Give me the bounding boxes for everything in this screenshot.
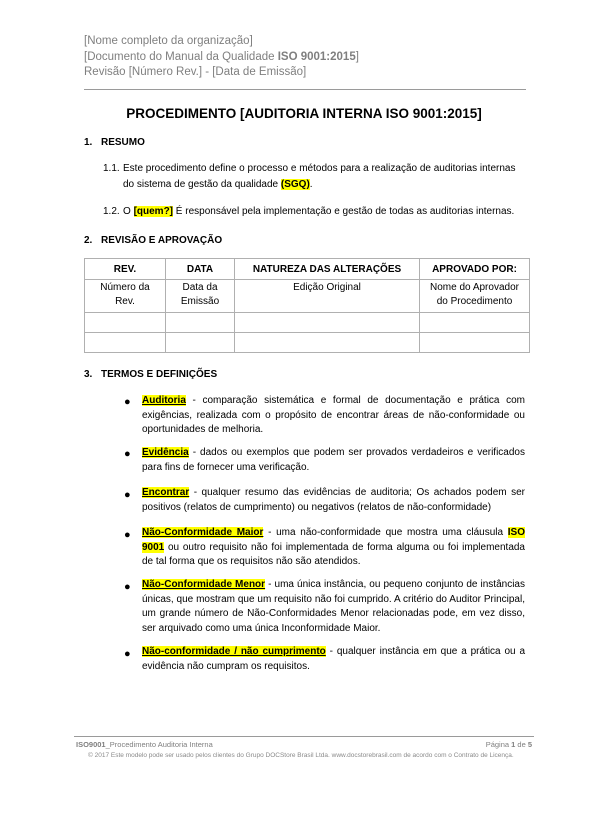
- footer-page-number: [486, 740, 532, 749]
- resumo-p2-number: 1.2.: [103, 206, 120, 217]
- quem-placeholder-highlight: [quem?]: [133, 206, 174, 217]
- section-heading-termos: [84, 369, 217, 380]
- cell-rev-line-a: Número da: [100, 282, 150, 293]
- manual-document-line: [84, 50, 359, 66]
- col-rev: REV.: [85, 259, 166, 280]
- cell-data-line-b: Emissão: [180, 296, 220, 307]
- empty-cell: [85, 313, 166, 333]
- iso-standard-label: ISO 9001:2015: [277, 50, 356, 63]
- header-divider: [84, 89, 526, 90]
- section-number: 2.: [84, 235, 93, 246]
- footer-copyright: © 2017 Este modelo pode ser usado pelos clientes do Grupo DOCStore Brasil Ltda. www.docstorebrasil.com de acordo com o Contrato de Licença.: [88, 752, 514, 759]
- definition-encontrar: [142, 486, 525, 515]
- footer-doc-rest: _Procedimento Auditoria Interna: [105, 740, 213, 749]
- definition-term: Não-conformidade / não cumprimento: [142, 646, 326, 657]
- footer-doc-bold: ISO9001: [76, 740, 106, 749]
- col-natureza: NATUREZA DAS ALTERAÇÕES: [235, 259, 420, 280]
- cell-aprovado-line-b: do Procedimento: [436, 296, 513, 307]
- definition-nao-cumprimento: [142, 645, 525, 674]
- cell-aprovado: [420, 280, 530, 313]
- definition-text: - uma única instância, ou pequeno conjunto de instâncias únicas, que mostram que um requisito não foi cumprido. A critério do Auditor Principal, um grande número de Não-Conformidades Menor relacionadas pode, em vez disso, ser arquivado como uma única Inconformidade Maior.: [142, 579, 525, 634]
- resumo-p1-line-a: Este procedimento define o processo e métodos para a realização de auditorias internas: [123, 163, 516, 174]
- definition-term: Não-Conformidade Menor: [142, 579, 266, 590]
- sgq-highlight: (SGQ): [280, 179, 310, 190]
- resumo-p1-period: .: [309, 179, 313, 190]
- definition-text: - qualquer instância em que a prática ou a evidência não cumpram os requisitos.: [142, 646, 526, 672]
- definition-term: Evidência: [142, 447, 189, 458]
- definition-text: - dados ou exemplos que podem ser provados verdadeiros e verificados para fins de fornecer uma verificação.: [142, 447, 525, 473]
- cell-data-line-a: Data da: [182, 282, 218, 293]
- definition-auditoria: [142, 394, 525, 438]
- bullet-icon: ●: [124, 648, 131, 660]
- page-total: 5: [527, 740, 532, 749]
- empty-cell: [166, 313, 235, 333]
- page-current: 1: [511, 740, 516, 749]
- definition-term: Não-Conformidade Maior: [142, 527, 264, 538]
- manual-document-prefix: [Documento do Manual da Qualidade: [84, 50, 278, 63]
- revision-table: [84, 258, 530, 353]
- definition-term: Auditoria: [142, 395, 186, 406]
- resumo-paragraph-1: [123, 161, 533, 193]
- section-title: RESUMO: [101, 137, 145, 148]
- resumo-paragraph-2: [123, 204, 533, 220]
- resumo-p2-text: É responsável pela implementação e gestão de todas as auditorias internas.: [173, 206, 515, 217]
- bullet-icon: ●: [124, 396, 131, 408]
- empty-cell: [235, 333, 420, 353]
- empty-cell: [166, 333, 235, 353]
- bullet-icon: ●: [124, 489, 131, 501]
- definition-nc-maior: [142, 526, 525, 570]
- cell-rev: [85, 280, 166, 313]
- footer-divider: [74, 736, 534, 737]
- iso-9001-highlight: ISO 9001: [142, 527, 525, 553]
- cell-natureza: Edição Original: [235, 280, 420, 313]
- empty-cell: [420, 333, 530, 353]
- org-name: [Nome completo da organização]: [84, 35, 253, 47]
- cell-aprovado-line-a: Nome do Aprovador: [430, 282, 519, 293]
- resumo-p2-pre: O: [123, 206, 134, 217]
- cell-rev-line-b: Rev.: [115, 296, 135, 307]
- cell-data: [166, 280, 235, 313]
- table-row: [85, 280, 530, 313]
- empty-cell: [235, 313, 420, 333]
- footer-document-name: [76, 740, 213, 749]
- manual-document-suffix: ]: [355, 50, 359, 63]
- table-header-row: [85, 259, 530, 280]
- bullet-icon: ●: [124, 448, 131, 460]
- page-prefix: Página: [485, 740, 512, 749]
- col-aprovado: APROVADO POR:: [420, 259, 530, 280]
- resumo-p1-number: 1.1.: [103, 163, 120, 174]
- table-row: [85, 333, 530, 353]
- col-data: DATA: [166, 259, 235, 280]
- section-title: TERMOS E DEFINIÇÕES: [101, 369, 218, 380]
- definition-text: - comparação sistemática e formal de documentação e prática com exigências, realizada com o propósito de encontrar áreas de não-conformidade ou oportunidades de melhoria.: [142, 395, 525, 435]
- definition-text-a: - uma não-conformidade que mostra uma cláusula: [263, 527, 508, 538]
- page-mid: de: [515, 740, 528, 749]
- table-row: [85, 313, 530, 333]
- resumo-p1-line-b: [123, 177, 533, 193]
- resumo-p1-text: do sistema de gestão da qualidade: [123, 179, 281, 190]
- definition-nc-menor: [142, 578, 525, 636]
- bullet-icon: ●: [124, 581, 131, 593]
- definition-text: - qualquer resumo das evidências de auditoria; Os achados podem ser positivos (relatos de cumprimento) ou negativos (relatos de não-conformidade): [142, 487, 525, 513]
- section-heading-revisao: [84, 235, 222, 246]
- section-title: REVISÃO E APROVAÇÃO: [101, 235, 223, 246]
- section-number: 1.: [84, 137, 93, 148]
- definition-term: Encontrar: [142, 487, 190, 498]
- definition-evidencia: [142, 446, 525, 475]
- bullet-icon: ●: [124, 529, 131, 541]
- section-number: 3.: [84, 369, 93, 380]
- page-title: PROCEDIMENTO [AUDITORIA INTERNA ISO 9001:2015]: [126, 106, 482, 121]
- section-heading-resumo: [84, 137, 145, 148]
- empty-cell: [420, 313, 530, 333]
- empty-cell: [85, 333, 166, 353]
- definition-text-b: ou outro requisito não foi implementada de forma alguma ou foi implementada de tal forma que os requisitos não são atendidos.: [142, 541, 525, 567]
- revision-line: Revisão [Número Rev.] - [Data de Emissão]: [84, 66, 307, 78]
